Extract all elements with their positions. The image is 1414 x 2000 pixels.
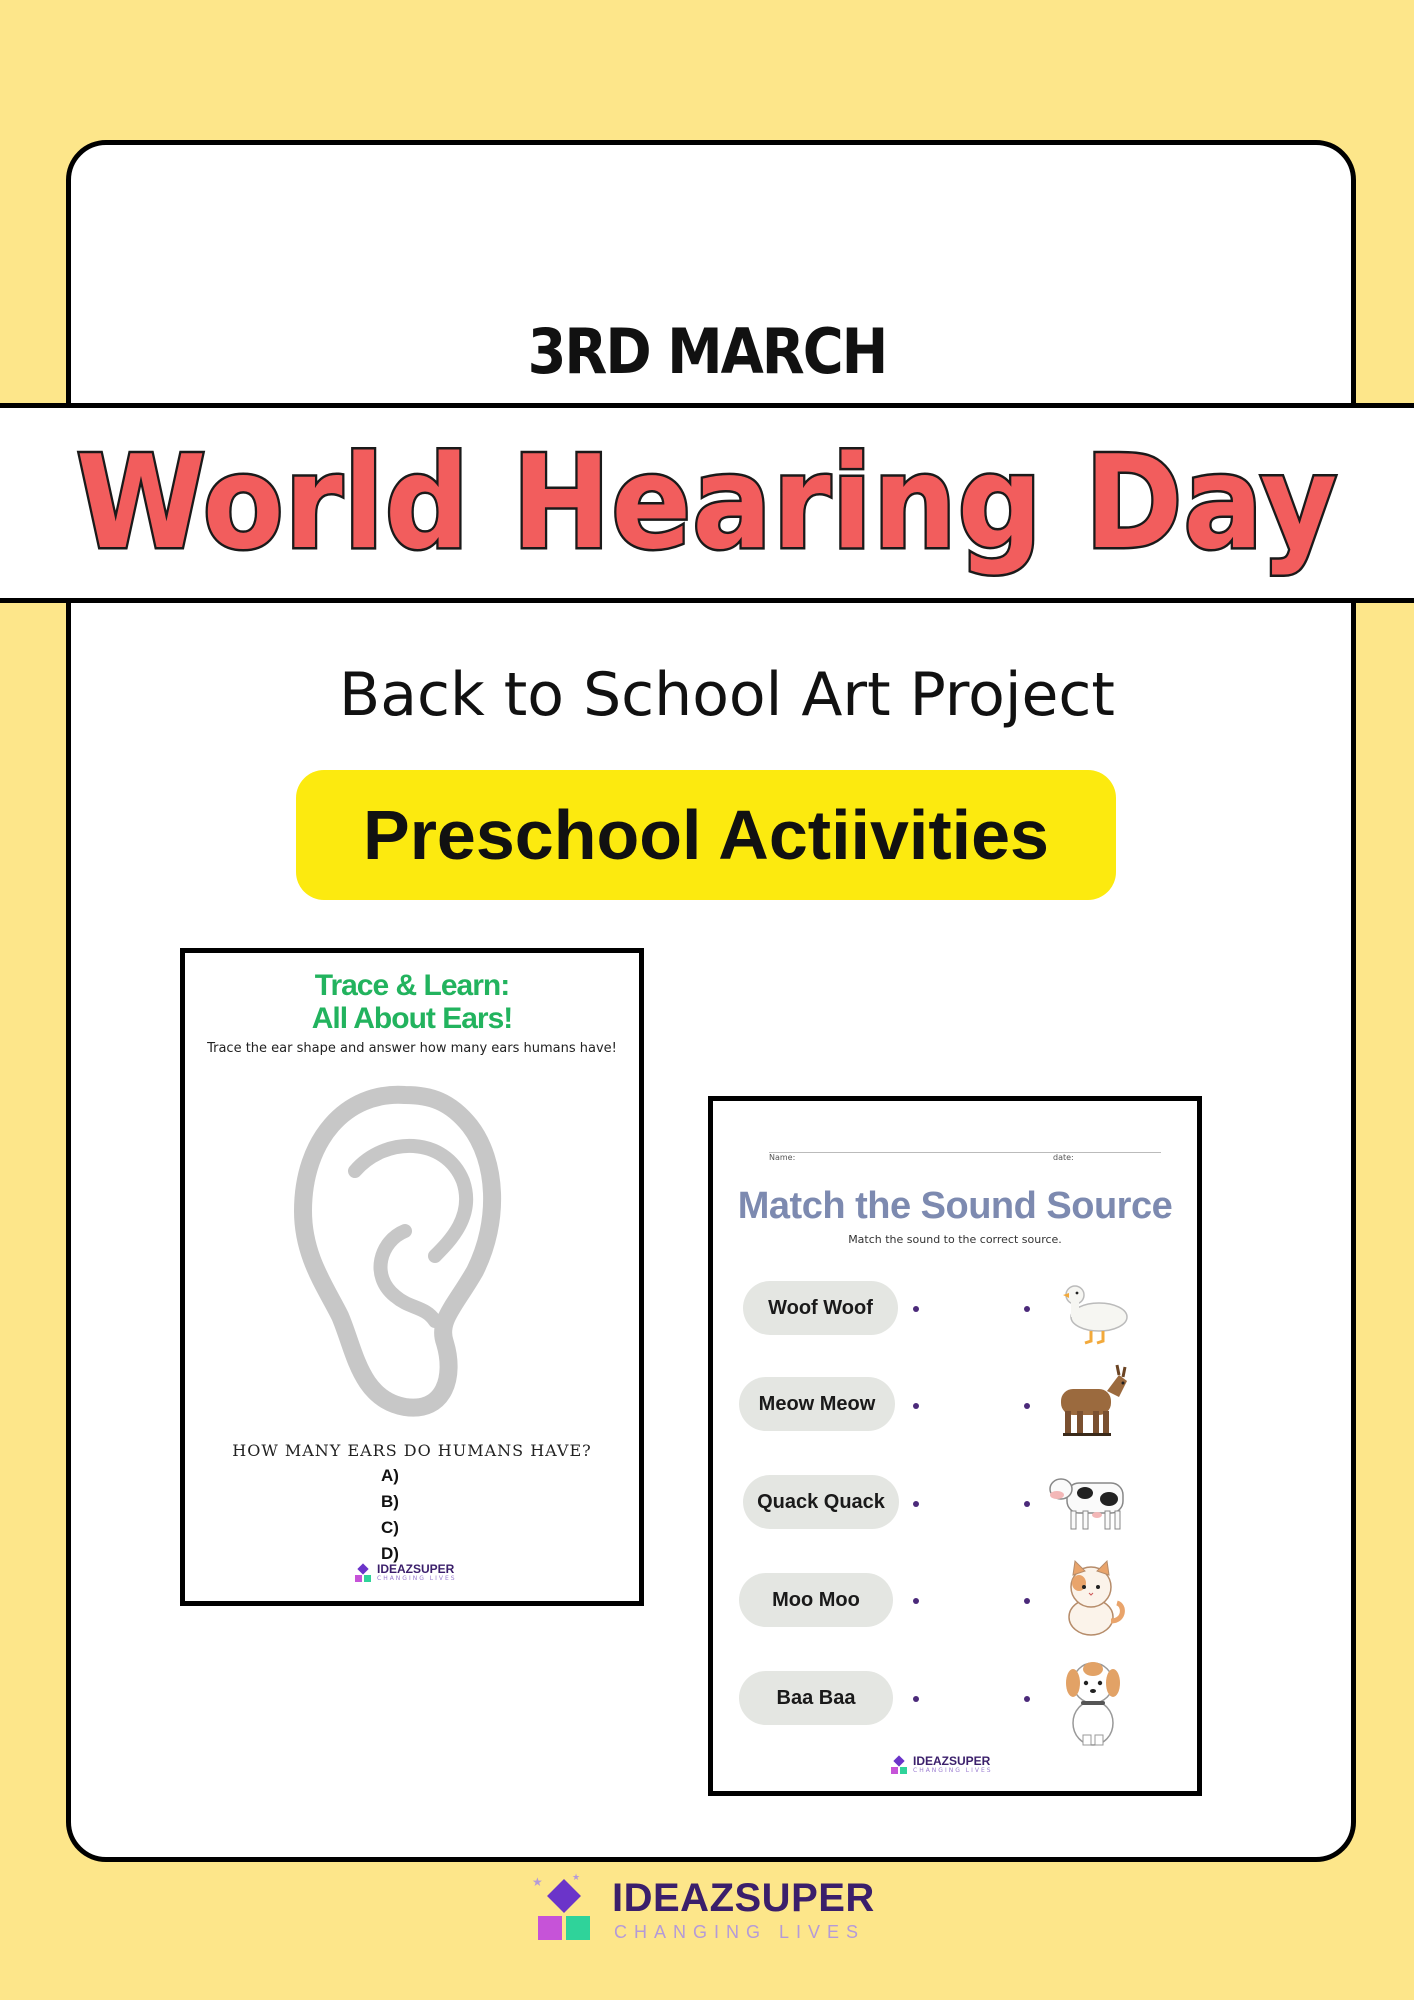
cat-icon — [1055, 1559, 1131, 1639]
worksheet-logo-text: IDEAZSUPER — [913, 1754, 991, 1768]
worksheet-trace-ears — [180, 948, 644, 1606]
match-dot — [913, 1403, 919, 1409]
brand-logo-icon — [353, 1563, 373, 1583]
cow-icon — [1047, 1465, 1133, 1535]
worksheet-logo-tag: CHANGING LIVES — [913, 1767, 993, 1774]
svg-text:★: ★ — [572, 1873, 581, 1883]
worksheet-logo-tag: CHANGING LIVES — [377, 1575, 457, 1582]
match-dot — [913, 1598, 919, 1604]
brand-logo — [530, 1872, 890, 1952]
page-title: World Hearing Day — [76, 428, 1338, 578]
worksheet-title: Match the Sound Source — [737, 1185, 1173, 1227]
brand-logo-tagline: CHANGING LIVES — [614, 1922, 866, 1942]
match-dot — [1024, 1501, 1030, 1507]
duck-icon — [1055, 1279, 1135, 1349]
brand-logo-text: IDEAZSUPER — [612, 1876, 875, 1920]
svg-text:★: ★ — [532, 1875, 543, 1889]
match-dot — [1024, 1403, 1030, 1409]
event-date: 3RD MARCH — [527, 315, 887, 388]
ear-outline-icon — [285, 1081, 525, 1421]
brand-logo-icon — [889, 1755, 909, 1775]
match-dot — [913, 1696, 919, 1702]
sound-moo: Moo Moo — [739, 1573, 893, 1627]
match-dot — [913, 1306, 919, 1312]
dog-icon — [1057, 1653, 1131, 1749]
brand-logo-icon — [530, 1872, 606, 1952]
page-subtitle: Back to School Art Project — [339, 660, 1115, 730]
worksheet-match-sound — [708, 1096, 1202, 1796]
worksheet-instruction: Trace the ear shape and answer how many ears humans have! — [207, 1041, 617, 1056]
match-dot — [1024, 1696, 1030, 1702]
sound-quack: Quack Quack — [743, 1475, 899, 1529]
worksheet-logo — [889, 1755, 993, 1775]
sound-baa: Baa Baa — [739, 1671, 893, 1725]
goat-icon — [1047, 1363, 1133, 1443]
match-dot — [1024, 1598, 1030, 1604]
worksheet-logo — [353, 1563, 457, 1583]
answer-option-a: A) — [381, 1466, 399, 1485]
answer-options — [381, 1463, 399, 1567]
header-rule — [769, 1152, 1161, 1153]
match-dot — [1024, 1306, 1030, 1312]
worksheet-title-line2: All About Ears! — [311, 1002, 513, 1035]
worksheet-title — [185, 969, 639, 1035]
sound-woof: Woof Woof — [743, 1281, 898, 1335]
worksheet-instruction: Match the sound to the correct source. — [848, 1233, 1062, 1246]
answer-option-d: D) — [381, 1544, 399, 1563]
activity-badge: Preschool Actiivities — [296, 770, 1116, 900]
match-dot — [913, 1501, 919, 1507]
worksheet-question: HOW MANY EARS DO HUMANS HAVE? — [232, 1441, 592, 1460]
answer-option-c: C) — [381, 1518, 399, 1537]
worksheet-logo-text: IDEAZSUPER — [377, 1562, 455, 1576]
worksheet-title-line1: Trace & Learn: — [314, 969, 510, 1002]
sound-meow: Meow Meow — [739, 1377, 895, 1431]
date-label: date: — [1053, 1153, 1074, 1162]
answer-option-b: B) — [381, 1492, 399, 1511]
name-label: Name: — [769, 1153, 796, 1162]
